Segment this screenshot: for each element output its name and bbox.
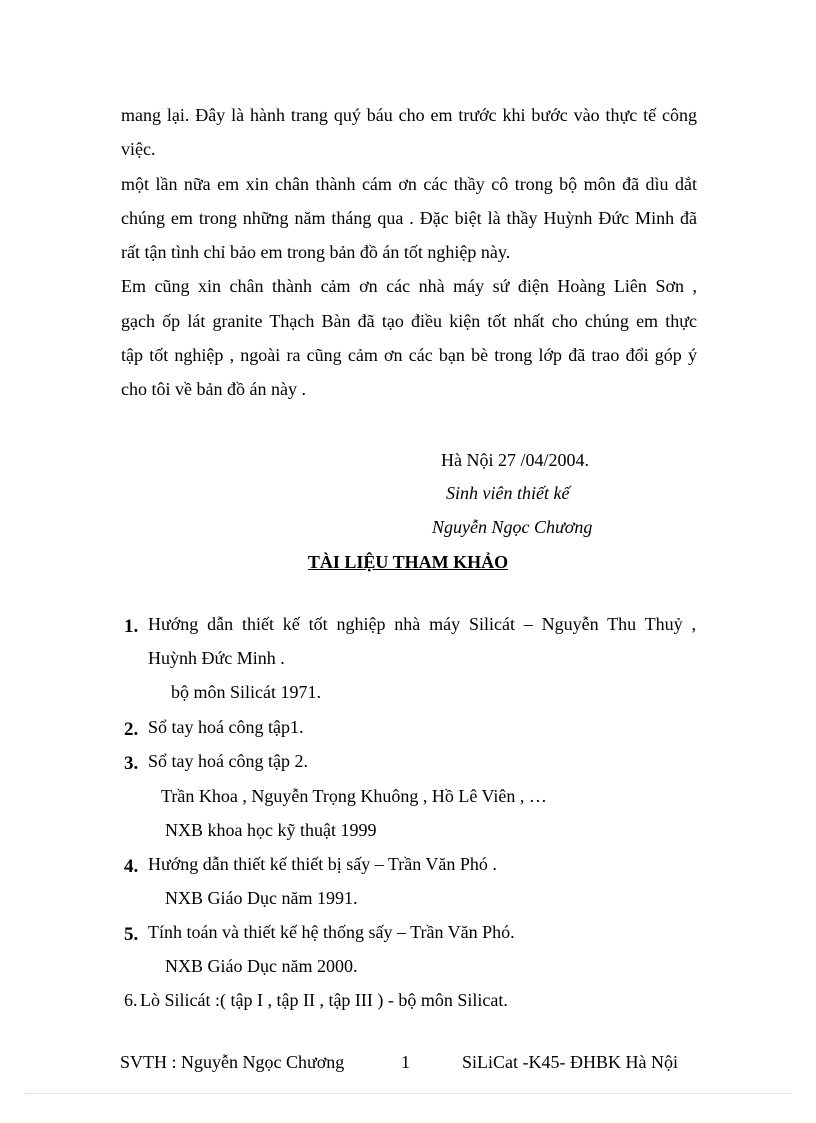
body-line-9: cho tôi về bản đồ án này . <box>121 379 306 399</box>
body-line-1: mang lại. Đây là hành trang quý báu cho em trước khi bước vào thực tế công <box>121 105 697 125</box>
signature-name: Nguyễn Ngọc Chương <box>432 517 593 537</box>
reference-item-3-line-2: Trần Khoa , Nguyễn Trọng Khuông , Hồ Lê Viên , … <box>161 786 547 806</box>
page-divider <box>24 1093 792 1094</box>
reference-item-1-line-3: bộ môn Silicát 1971. <box>171 682 321 702</box>
reference-item-3-line-3: NXB khoa học kỹ thuật 1999 <box>165 820 377 840</box>
reference-number: 5. <box>124 924 139 945</box>
reference-text: Hướng dẫn thiết kế thiết bị sấy – Trần Văn Phó . <box>148 854 497 874</box>
reference-text: Sổ tay hoá công tập 2. <box>148 751 308 771</box>
body-line-2: việc. <box>121 139 156 159</box>
reference-item-4-line-2: NXB Giáo Dục năm 1991. <box>165 888 358 908</box>
reference-item-5-line-2: NXB Giáo Dục năm 2000. <box>165 956 358 976</box>
reference-number: 6. <box>124 990 138 1010</box>
signature-role: Sinh viên thiết kế <box>446 483 570 503</box>
reference-number: 2. <box>124 719 139 740</box>
body-line-7: gạch ốp lát granite Thạch Bàn đã tạo điều kiện tốt nhất cho chúng em thực <box>121 311 697 331</box>
reference-text: Tính toán và thiết kế hệ thống sấy – Trần Văn Phó. <box>148 922 515 942</box>
body-line-4: chúng em trong những năm tháng qua . Đặc biệt là thầy Huỳnh Đức Minh đã <box>121 208 697 228</box>
footer-author: SVTH : Nguyễn Ngọc Chương <box>120 1052 345 1072</box>
reference-number: 1. <box>124 616 139 637</box>
reference-number: 4. <box>124 856 139 877</box>
reference-text: Lò Silicát :( tập I , tập II , tập III ) - bộ môn Silicat. <box>140 990 508 1010</box>
body-line-6: Em cũng xin chân thành cảm ơn các nhà máy sứ điện Hoàng Liên Sơn , <box>121 276 697 296</box>
reference-number: 3. <box>124 753 139 774</box>
reference-text: Sổ tay hoá công tập1. <box>148 717 304 737</box>
footer-organization: SiLiCat -K45- ĐHBK Hà Nội <box>462 1052 678 1072</box>
footer-page-number: 1 <box>401 1052 410 1072</box>
body-line-5: rất tận tình chỉ bảo em trong bản đồ án tốt nghiệp này. <box>121 242 511 262</box>
references-heading: TÀI LIỆU THAM KHẢO <box>307 552 509 572</box>
reference-item-1-line-2: Huỳnh Đức Minh . <box>148 648 285 668</box>
signature-date: Hà Nội 27 /04/2004. <box>441 450 589 470</box>
reference-text: Hướng dẫn thiết kế tốt nghiệp nhà máy Silicát – Nguyễn Thu Thuỷ , <box>148 614 696 634</box>
body-line-3: một lần nữa em xin chân thành cám ơn các thầy cô trong bộ môn đã dìu dắt <box>121 174 697 194</box>
body-line-8: tập tốt nghiệp , ngoài ra cũng cảm ơn các bạn bè trong lớp đã trao đổi góp ý <box>121 345 697 365</box>
